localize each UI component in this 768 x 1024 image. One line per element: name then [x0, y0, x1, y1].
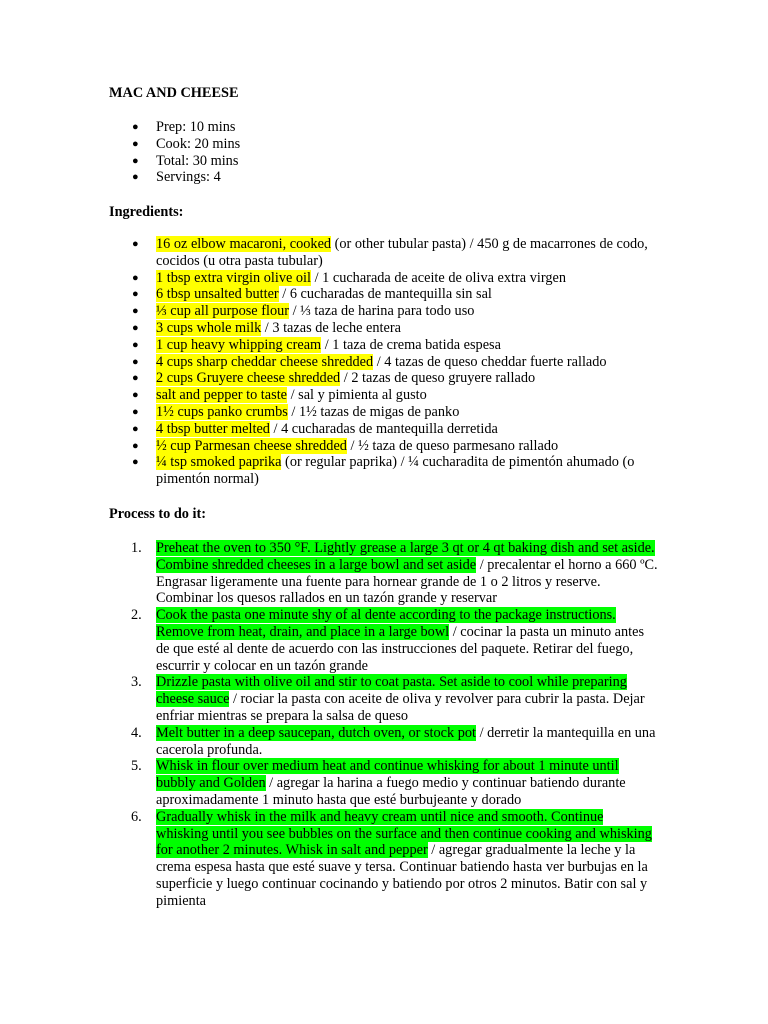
ingredient-english: 4 cups sharp cheddar cheese shredded [156, 353, 374, 370]
bullet-icon: ● [132, 288, 139, 301]
ingredient-item [132, 303, 666, 320]
ingredient-translation: / 1½ tazas de migas de panko [287, 403, 460, 420]
bullet-icon: ● [132, 321, 139, 334]
ingredients-list [132, 236, 666, 488]
bullet-icon: ● [132, 238, 139, 250]
bullet-icon: ● [132, 456, 139, 469]
page-title: MAC AND CHEESE [109, 85, 239, 101]
meta-item [132, 119, 666, 136]
ingredient-english: 2 cups Gruyere cheese shredded [156, 370, 341, 387]
meta-item [132, 169, 666, 186]
meta-text: Servings: 4 [156, 169, 221, 186]
ingredient-translation: / 1 taza de crema batida espesa [321, 336, 501, 353]
step-english: Melt butter in a deep saucepan, dutch oven, or stock pot [156, 724, 476, 741]
step-number: 3. [131, 674, 142, 691]
bullet-icon: ● [132, 389, 139, 402]
bullet-icon: ● [132, 305, 139, 318]
ingredient-translation: (or other tubular pasta) / 450 g de macarrones de codo, cocidos (u otra pasta tubular) [156, 236, 648, 269]
ingredient-item [132, 236, 666, 270]
ingredient-english: salt and pepper to taste [156, 387, 288, 404]
step-item [131, 758, 658, 808]
ingredient-english: 1 tbsp extra virgin olive oil [156, 269, 311, 286]
ingredient-item [132, 286, 666, 303]
bullet-icon: ● [132, 338, 139, 351]
ingredient-english: 3 cups whole milk [156, 319, 262, 336]
ingredient-item [132, 353, 666, 371]
ingredient-item [132, 319, 666, 337]
ingredient-item [132, 420, 666, 438]
meta-item [132, 135, 666, 153]
ingredients-heading: Ingredients: [109, 204, 184, 220]
bullet-icon: ● [132, 271, 139, 284]
meta-text: Prep: 10 mins [156, 119, 236, 135]
step-number: 2. [131, 607, 142, 624]
ingredient-translation: / ⅓ taza de harina para todo uso [289, 303, 475, 320]
bullet-icon: ● [132, 422, 139, 435]
ingredient-english: 16 oz elbow macaroni, cooked [156, 236, 332, 252]
step-translation: / precalentar el horno a 660 ºC. Engrasar ligeramente una fuente para hornear grande de 1 o 2 litros y reserve. Combinar los quesos rallados en un tazón grande y reservar [156, 556, 658, 607]
step-english: Whisk in flour over medium heat and continue whisking for about 1 minute until bubbly and Golden [156, 758, 619, 792]
ingredient-item [132, 370, 666, 387]
ingredient-english: ½ cup Parmesan cheese shredded [156, 437, 347, 454]
ingredient-english: ¼ tsp smoked paprika [156, 454, 282, 471]
meta-text: Total: 30 mins [156, 152, 239, 169]
step-english: Gradually whisk in the milk and heavy cream until nice and smooth. Continue whisking until you see bubbles on the surface and then continue cooking and whisking for another 2 minutes. Whisk in salt and pepper [156, 808, 652, 859]
recipe-meta-list [132, 119, 666, 186]
ingredient-item [132, 387, 666, 404]
bullet-icon: ● [132, 355, 139, 368]
step-translation: / derretir la mantequilla en una cacerola profunda. [156, 724, 656, 758]
step-item [131, 607, 658, 674]
ingredient-item [132, 437, 666, 455]
ingredient-item [132, 269, 666, 287]
meta-text: Cook: 20 mins [156, 135, 241, 152]
ingredient-translation: / 2 tazas de queso gruyere rallado [340, 370, 536, 387]
ingredient-english: 1½ cups panko crumbs [156, 403, 288, 420]
ingredient-translation: / ½ taza de queso parmesano rallado [346, 437, 559, 454]
step-english: Cook the pasta one minute shy of al dente according to the package instructions. Remove from heat, drain, and place in a large bowl [156, 607, 616, 640]
ingredient-item [132, 336, 666, 354]
step-translation: / cocinar la pasta un minuto antes de que esté al dente de acuerdo con las instrucciones del paquete. Retirar del fuego, escurrir y colocar en un tazón grande [156, 623, 645, 674]
ingredient-english: ⅓ cup all purpose flour [156, 303, 290, 320]
bullet-icon: ● [132, 137, 139, 150]
steps-list [131, 540, 658, 910]
step-translation: / agregar la harina a fuego medio y continuar batiendo durante aproximadamente 1 minuto hasta que esté burbujeante y dorado [156, 775, 626, 808]
meta-item [132, 152, 666, 170]
step-number: 5. [131, 758, 142, 775]
step-english: Preheat the oven to 350 °F. Lightly grease a large 3 qt or 4 qt baking dish and set aside. Combine shredded cheeses in a large bowl and set aside [156, 540, 655, 573]
step-number: 4. [131, 724, 142, 741]
step-translation: / agregar gradualmente la leche y la crema espesa hasta que esté suave y tersa. Continuar batiendo hasta ver burbujas en la superficie y luego continuar cocinando y batiendo por otros 2 minutos. Batir con sal y pimienta [156, 842, 648, 909]
step-item [131, 808, 658, 910]
step-english: Drizzle pasta with olive oil and stir to coat pasta. Set aside to cool while preparing cheese sauce [156, 674, 627, 708]
ingredient-translation: / 6 cucharadas de mantequilla sin sal [278, 286, 492, 303]
ingredient-translation: / sal y pimienta al gusto [287, 387, 427, 404]
step-translation: / rociar la pasta con aceite de oliva y revolver para cubrir la pasta. Dejar enfriar mientras se prepara la salsa de queso [156, 691, 645, 724]
ingredient-english: 4 tbsp butter melted [156, 420, 270, 437]
step-item [131, 674, 658, 724]
ingredient-translation: / 3 tazas de leche entera [261, 319, 401, 336]
step-number: 6. [131, 808, 142, 825]
ingredient-translation: / 4 tazas de queso cheddar fuerte rallado [373, 353, 607, 370]
bullet-icon: ● [132, 121, 139, 133]
bullet-icon: ● [132, 439, 139, 452]
step-item [131, 724, 658, 759]
ingredient-translation: (or regular paprika) / ¼ cucharadita de pimentón ahumado (o pimentón normal) [156, 454, 635, 488]
bullet-icon: ● [132, 405, 139, 418]
ingredient-item [132, 403, 666, 421]
step-number: 1. [131, 540, 142, 556]
bullet-icon: ● [132, 372, 139, 385]
bullet-icon: ● [132, 154, 139, 167]
ingredient-item [132, 454, 666, 488]
process-heading: Process to do it: [109, 506, 207, 522]
bullet-icon: ● [132, 171, 139, 184]
ingredient-english: 6 tbsp unsalted butter [156, 286, 279, 303]
ingredient-translation: / 1 cucharada de aceite de oliva extra virgen [311, 269, 566, 286]
step-item [131, 540, 658, 607]
ingredient-english: 1 cup heavy whipping cream [156, 336, 322, 353]
ingredient-translation: / 4 cucharadas de mantequilla derretida [269, 420, 498, 437]
